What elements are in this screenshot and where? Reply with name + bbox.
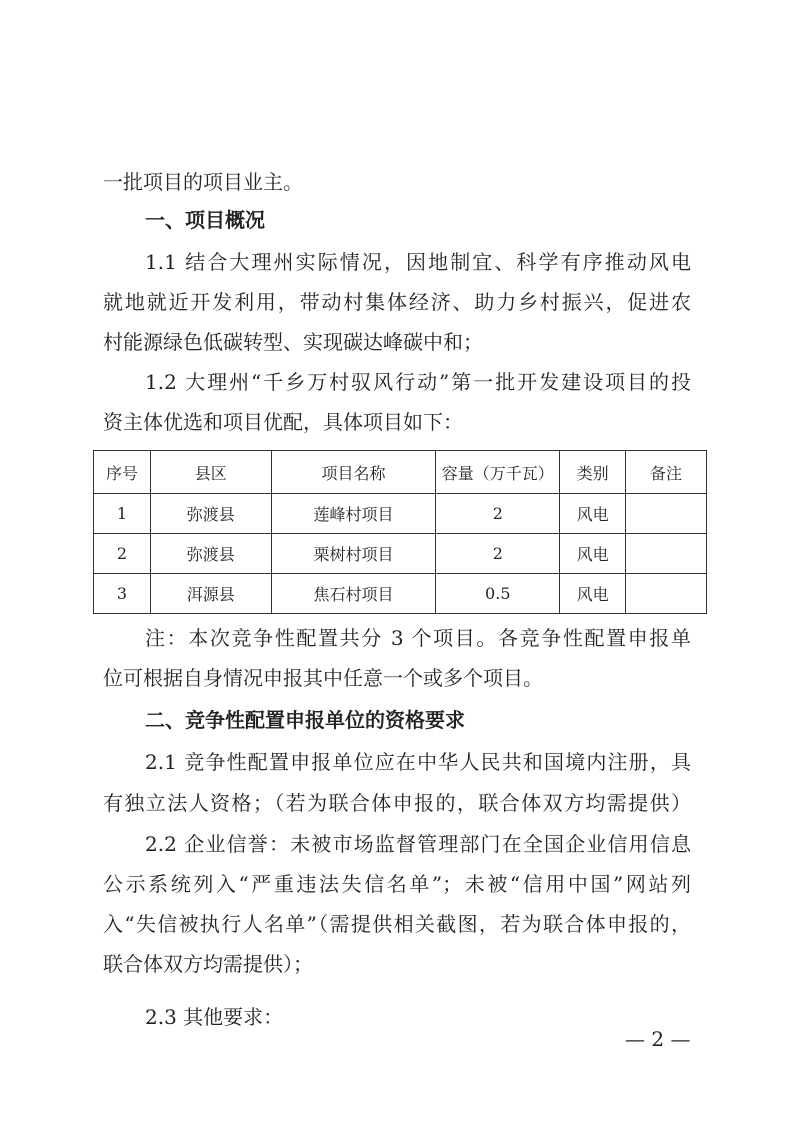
cell: 栗树村项目 [271, 534, 436, 574]
paragraph-line: 村能源绿色低碳转型、实现碳达峰碳中和； [103, 330, 483, 354]
table-row [94, 574, 707, 614]
cell: 莲峰村项目 [271, 494, 436, 534]
cell [626, 494, 707, 534]
paragraph-line: 1.2 大理州“千乡万村驭风行动”第一批开发建设项目的投 [145, 370, 691, 394]
header-cell: 项目名称 [271, 451, 436, 494]
cell: 0.5 [436, 574, 560, 614]
header-cell: 序号 [94, 451, 151, 494]
paragraph-line: 注：本次竞争性配置共分 3 个项目。各竞争性配置申报单 [145, 626, 691, 650]
cell: 弥渡县 [150, 534, 271, 574]
paragraph-line: 资主体优选和项目优配，具体项目如下： [103, 410, 463, 434]
table-row [94, 534, 707, 574]
paragraph-line: 位可根据自身情况申报其中任意一个或多个项目。 [103, 666, 543, 690]
cell: 焦石村项目 [271, 574, 436, 614]
project-table [93, 450, 707, 614]
header-cell: 备注 [626, 451, 707, 494]
paragraph-line: 入“失信被执行人名单”（需提供相关截图，若为联合体申报的， [103, 912, 691, 936]
paragraph-line: 公示系统列入“严重违法失信名单”；未被“信用中国”网站列 [103, 872, 691, 896]
cell: 1 [94, 494, 151, 534]
page-number: — 2 — [625, 1027, 691, 1051]
table-row [94, 494, 707, 534]
cell: 风电 [560, 494, 626, 534]
section-heading-2: 二、竞争性配置申报单位的资格要求 [145, 708, 465, 732]
section-heading-1: 一、项目概况 [145, 208, 265, 232]
cell: 洱源县 [150, 574, 271, 614]
cell: 2 [436, 534, 560, 574]
cell: 弥渡县 [150, 494, 271, 534]
header-cell: 容量（万千瓦） [436, 451, 560, 494]
paragraph-line: 2.2 企业信誉：未被市场监督管理部门在全国企业信用信息 [145, 832, 691, 856]
paragraph-line: 有独立法人资格；（若为联合体申报的，联合体双方均需提供） [103, 791, 691, 815]
cell [626, 534, 707, 574]
header-cell: 类别 [560, 451, 626, 494]
cell: 3 [94, 574, 151, 614]
header-cell: 县区 [150, 451, 271, 494]
cell: 风电 [560, 534, 626, 574]
cell: 2 [94, 534, 151, 574]
paragraph-line: 联合体双方均需提供）； [103, 952, 313, 976]
table-header-row [94, 451, 707, 494]
paragraph-line: 2.3 其他要求： [145, 1005, 284, 1029]
cell [626, 574, 707, 614]
paragraph-line: 2.1 竞争性配置申报单位应在中华人民共和国境内注册，具 [145, 750, 691, 774]
paragraph-line: 1.1 结合大理州实际情况，因地制宜、科学有序推动风电 [145, 250, 691, 274]
paragraph-line: 就地就近开发利用，带动村集体经济、助力乡村振兴，促进农 [103, 290, 691, 314]
cell: 风电 [560, 574, 626, 614]
paragraph-line: 一批项目的项目业主。 [103, 170, 303, 194]
cell: 2 [436, 494, 560, 534]
